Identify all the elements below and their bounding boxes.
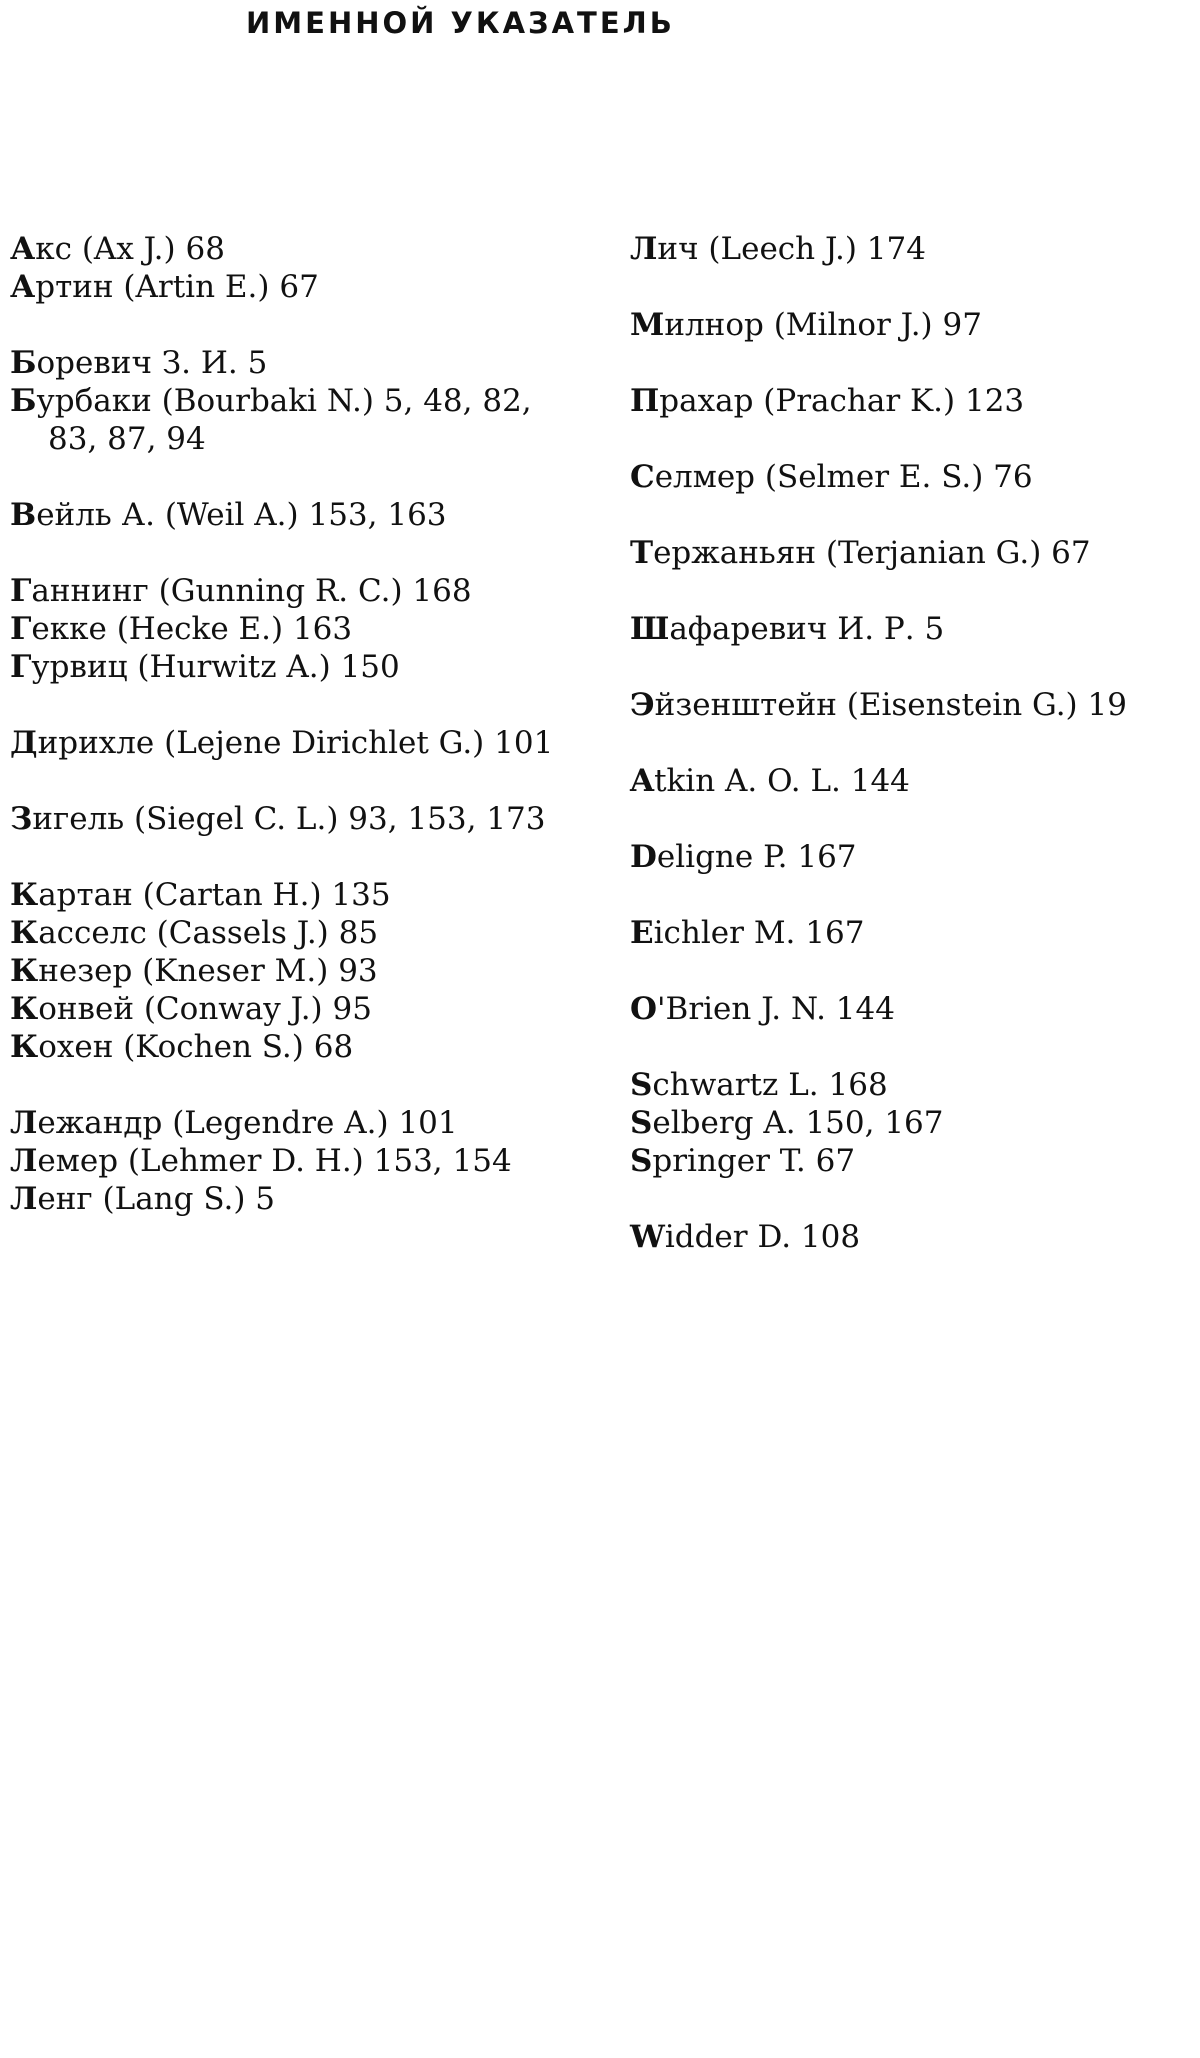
index-entry: Артин (Artin E.) 67 [10,269,319,305]
index-entry: Акс (Ax J.) 68 [10,231,225,267]
index-entry: Вейль А. (Weil A.) 153, 163 [10,497,447,533]
index-letter-group [630,838,1200,876]
index-entry: Eichler M. 167 [630,915,865,951]
index-entry: Милнор (Milnor J.) 97 [630,307,982,343]
index-letter-group [630,534,1200,572]
index-entry: Лич (Leech J.) 174 [630,231,926,267]
index-letter-group [630,230,1200,268]
index-letter-group [630,762,1200,800]
index-entry: Боревич З. И. 5 [10,345,268,381]
index-entry: Лежандр (Legendre A.) 101 [10,1105,458,1141]
index-entry: Дирихле (Lejene Dirichlet G.) 101 [10,725,554,761]
index-entry: Ганнинг (Gunning R. C.) 168 [10,573,472,609]
index-entry: Шафаревич И. Р. 5 [630,611,945,647]
index-letter-group [630,1218,1200,1256]
index-letter-group [10,344,580,458]
index-entry: Springer T. 67 [630,1143,856,1179]
index-entry: Касселс (Cassels J.) 85 [10,915,379,951]
index-letter-group [630,1066,1200,1180]
index-letter-group [10,1104,580,1218]
index-entry: Картан (Cartan H.) 135 [10,877,391,913]
index-letter-group [10,800,580,838]
index-letter-group [10,496,580,534]
index-entry: Deligne P. 167 [630,839,857,875]
index-entry: Бурбаки (Bourbaki N.) 5, 48, 82, 83, 87, 94 [10,383,542,457]
index-entry: Эйзенштейн (Eisenstein G.) 19 [630,687,1127,723]
index-entry: O'Brien J. N. 144 [630,991,895,1027]
index-letter-group [630,914,1200,952]
index-entry: Гурвиц (Hurwitz A.) 150 [10,649,400,685]
index-letter-group [630,306,1200,344]
index-entry: Прахар (Prachar K.) 123 [630,383,1025,419]
index-entry: Widder D. 108 [630,1219,861,1255]
index-letter-group [10,724,580,762]
index-entry: Кохен (Kochen S.) 68 [10,1029,354,1065]
index-entry: Selberg A. 150, 167 [630,1105,944,1141]
index-entry: Тержаньян (Terjanian G.) 67 [630,535,1091,571]
index-entry: Ленг (Lang S.) 5 [10,1181,276,1217]
page-title: ИМЕННОЙ УКАЗАТЕЛЬ [246,6,675,40]
index-entry: Кнезер (Kneser M.) 93 [10,953,378,989]
index-column-left [10,230,580,1218]
index-letter-group [630,610,1200,648]
index-entry: Гекке (Hecke E.) 163 [10,611,353,647]
index-entry: Schwartz L. 168 [630,1067,888,1103]
index-letter-group [630,686,1200,724]
index-letter-group [10,572,580,686]
index-entry: Лемер (Lehmer D. H.) 153, 154 [10,1143,512,1179]
index-letter-group [10,230,580,306]
index-entry: Конвей (Conway J.) 95 [10,991,372,1027]
index-letter-group [10,876,580,1066]
index-column-right [630,230,1200,1256]
index-letter-group [630,382,1200,420]
index-letter-group [630,458,1200,496]
index-entry: Селмер (Selmer E. S.) 76 [630,459,1033,495]
index-entry: Зигель (Siegel C. L.) 93, 153, 173 [10,801,546,837]
index-entry: Atkin A. O. L. 144 [630,763,910,799]
index-letter-group [630,990,1200,1028]
